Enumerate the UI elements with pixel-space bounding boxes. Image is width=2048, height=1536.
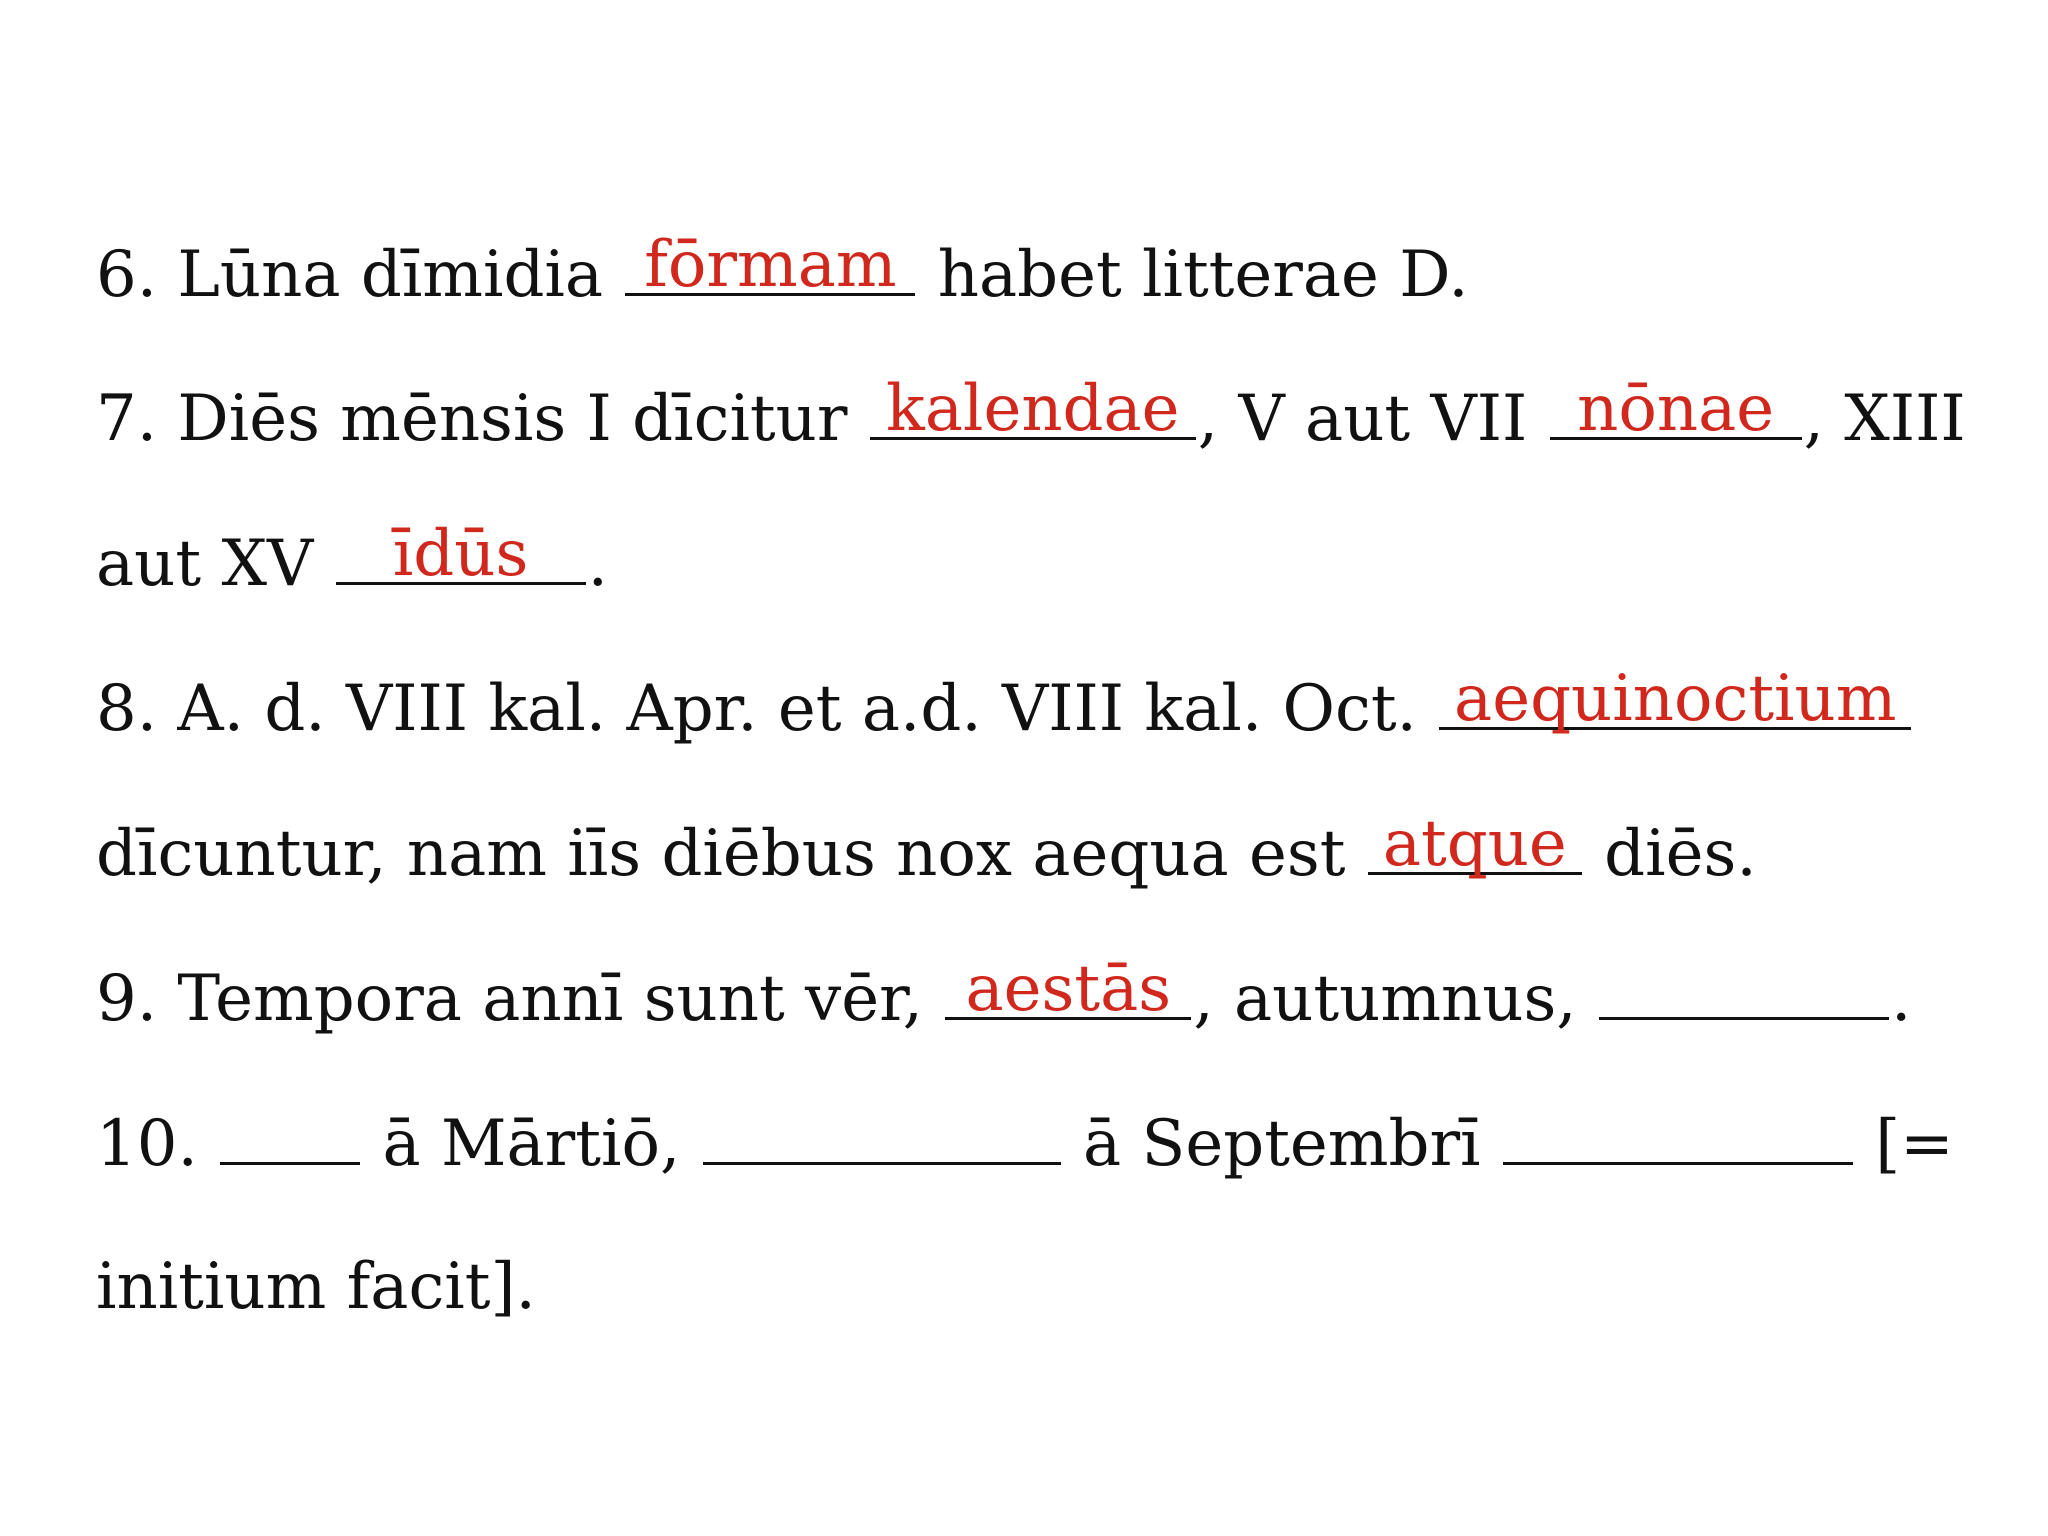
exercise-line-7a (96, 362, 1966, 472)
blank-9-1[interactable] (945, 942, 1191, 1026)
line-10a-after: [= (1854, 1107, 1954, 1181)
answer-7-1: kalendae (886, 372, 1180, 446)
exercise-line-8a (96, 652, 1913, 762)
answer-8-1: aequinoctium (1454, 662, 1897, 736)
line-7a-before: 7. Diēs mēnsis I dīcitur (96, 382, 868, 456)
exercise-line-10b (96, 1232, 536, 1342)
answer-7-2: nōnae (1577, 372, 1775, 446)
exercise-line-7b (96, 507, 608, 617)
line-6-after: habet litterae D. (917, 238, 1469, 312)
blank-10-3[interactable] (1503, 1087, 1853, 1165)
exercise-line-6 (96, 218, 1469, 328)
exercise-line-9 (96, 942, 1911, 1052)
blank-9-2[interactable] (1599, 942, 1889, 1020)
answer-9-1: aestās (965, 952, 1172, 1026)
line-10a-num: 10. (96, 1107, 219, 1181)
line-9-before: 9. Tempora annī sunt vēr, (96, 962, 944, 1036)
line-8b-after: diēs. (1583, 817, 1757, 891)
line-10a-text-1: ā Mārtiō, (362, 1107, 701, 1181)
blank-10-2[interactable] (703, 1087, 1061, 1165)
line-7a-after: , XIII (1803, 382, 1966, 456)
line-10b-text: initium facit]. (96, 1250, 536, 1324)
line-7b-before: aut XV (96, 527, 334, 601)
blank-8-2[interactable] (1368, 797, 1582, 881)
line-6-before: 6. Lūna dīmidia (96, 238, 624, 312)
line-8b-before: dīcuntur, nam iīs diēbus nox aequa est (96, 817, 1366, 891)
blank-10-1[interactable] (220, 1087, 360, 1165)
blank-7-1[interactable] (870, 362, 1196, 446)
line-8a-before: 8. A. d. VIII kal. Apr. et a.d. VIII kal. Oct. (96, 672, 1438, 746)
line-7a-middle: , V aut VII (1197, 382, 1548, 456)
line-9-after: . (1890, 962, 1912, 1036)
answer-7-3: īdūs (392, 517, 529, 591)
blank-7-3[interactable] (336, 507, 586, 591)
line-10a-text-2: ā Septembrī (1062, 1107, 1501, 1181)
exercise-line-10a (96, 1087, 1954, 1197)
blank-6[interactable] (625, 218, 915, 302)
blank-7-2[interactable] (1550, 362, 1802, 446)
blank-8-1[interactable] (1439, 652, 1911, 736)
exercise-line-8b (96, 797, 1757, 907)
line-9-middle: , autumnus, (1193, 962, 1597, 1036)
line-7b-after: . (587, 527, 608, 601)
answer-6: fōrmam (644, 228, 897, 302)
answer-8-2: atque (1382, 807, 1567, 881)
